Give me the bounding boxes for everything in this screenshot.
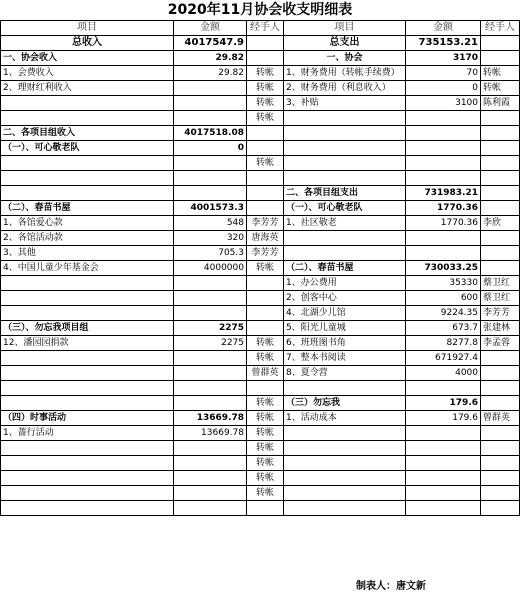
table-row [1, 171, 520, 186]
income-item-handler: 转帐 [247, 111, 284, 126]
expense-group3-label: （三）勿忘我 [284, 396, 406, 411]
prepared-by: 制表人：唐文新 [356, 581, 426, 592]
table-row [1, 51, 520, 66]
expense-item-label: 7、整本书阅读 [284, 351, 406, 366]
expense-item-label: 3、补贴 [284, 96, 406, 111]
table-row [1, 246, 520, 261]
expense-item-handler: 转帐 [481, 81, 520, 96]
income-item-handler: 转帐 [247, 351, 284, 366]
expense-item-label: 6、班班图书角 [284, 336, 406, 351]
table-row [1, 66, 520, 81]
sheet-title: 2020年11月协会收支明细表 [167, 2, 353, 18]
expense-group1-label: （一）、可心敬老队 [284, 201, 406, 216]
expense-assoc-label: 一、协会 [284, 51, 406, 66]
header-amount-2: 金额 [406, 21, 481, 36]
table-row [1, 111, 520, 126]
header-handler-2: 经手人 [481, 21, 520, 36]
total-expense-value: 735153.21 [406, 36, 481, 51]
expense-item-handler: 陈利霞 [481, 96, 520, 111]
table-row [1, 96, 520, 111]
income-group3-label: （三）、勿忘我项目组 [1, 321, 174, 336]
expense-item-label: 4、北湖少儿馆 [284, 306, 406, 321]
table-row [1, 426, 520, 441]
expense-item-value: 8277.8 [406, 336, 481, 351]
expense-item-value: 600 [406, 291, 481, 306]
income-item-label: 1、蔷行活动 [1, 426, 174, 441]
table-row [1, 321, 520, 336]
income-item-value: 320 [174, 231, 247, 246]
expense-item-value: 671927.4 [406, 351, 481, 366]
expense-item-label: 2、创客中心 [284, 291, 406, 306]
expense-item-handler: 转帐 [481, 66, 520, 81]
header-item: 项目 [1, 21, 174, 36]
income-group4-label: （四）时事活动 [1, 411, 174, 426]
expense-groups-label: 二、各项目组支出 [284, 186, 406, 201]
expense-group2-value: 730033.25 [406, 261, 481, 276]
header-handler: 经手人 [247, 21, 284, 36]
header-row [1, 21, 520, 36]
income-item-handler: 转帐 [247, 441, 284, 456]
income-groups-label: 二、各项目组收入 [1, 126, 174, 141]
total-income-label: 总收入 [1, 36, 174, 51]
table-row [1, 141, 520, 156]
expense-group3-value: 179.6 [406, 396, 481, 411]
income-groups-value: 4017518.08 [174, 126, 247, 141]
expense-item-handler: 蔡卫红 [481, 276, 520, 291]
expense-item-value: 0 [406, 81, 481, 96]
table-row [1, 456, 520, 471]
income-item-handler: 转帐 [247, 96, 284, 111]
table-row [1, 471, 520, 486]
expense-item-handler: 李欣 [481, 216, 520, 231]
income-item-handler: 转帐 [247, 66, 284, 81]
table-row [1, 276, 520, 291]
table-row [1, 381, 520, 396]
income-item-label: 2、理财红利收入 [1, 81, 174, 96]
expense-item-label: 5、阳光儿童城 [284, 321, 406, 336]
income-item-label: 1、会费收入 [1, 66, 174, 81]
expense-item-handler: 李芳芳 [481, 306, 520, 321]
header-item-2: 项目 [284, 21, 406, 36]
income-group4-value: 13669.78 [174, 411, 247, 426]
table-row [1, 231, 520, 246]
table-row [1, 186, 520, 201]
income-item-handler: 转帐 [247, 426, 284, 441]
income-group1-label: （一）、可心敬老队 [1, 141, 174, 156]
table-row [1, 201, 520, 216]
expense-item-label: 1、社区敬老 [284, 216, 406, 231]
expense-item-handler: 张建林 [481, 321, 520, 336]
table-row [1, 156, 520, 171]
income-item-value: 13669.78 [174, 426, 247, 441]
header-amount: 金额 [174, 21, 247, 36]
income-group2-value: 4001573.3 [174, 201, 247, 216]
expense-item-label: 1、办公费用 [284, 276, 406, 291]
income-item-handler: 转帐 [247, 81, 284, 96]
table-row [1, 126, 520, 141]
income-item-handler: 转帐 [247, 411, 284, 426]
income-item-value: 705.3 [174, 246, 247, 261]
table-row [1, 81, 520, 96]
table-row [1, 396, 520, 411]
expense-item-handler [481, 366, 520, 381]
income-item-handler: 李芳芳 [247, 216, 284, 231]
expense-item-label: 2、财务费用（利息收入） [284, 81, 406, 96]
table-row [1, 411, 520, 426]
expense-item-label: 1、活动成本 [284, 411, 406, 426]
income-group3-value: 2275 [174, 321, 247, 336]
expense-item-handler: 蔡卫红 [481, 291, 520, 306]
income-group2-label: （二）、春苗书屋 [1, 201, 174, 216]
total-income-value: 4017547.9 [174, 36, 247, 51]
expense-item-value: 1770.36 [406, 216, 481, 231]
income-item-handler: 转帐 [247, 156, 284, 171]
income-item-label: 3、其他 [1, 246, 174, 261]
income-item-value: 4000000 [174, 261, 247, 276]
income-item-label: 4、中国儿童少年基金会 [1, 261, 174, 276]
table-row [1, 351, 520, 366]
expense-item-label: 8、夏令营 [284, 366, 406, 381]
income-item-handler: 转帐 [247, 336, 284, 351]
total-row [1, 36, 520, 51]
finance-table [0, 20, 520, 516]
income-item-handler: 李芳芳 [247, 246, 284, 261]
table-row [1, 486, 520, 501]
income-item-handler: 转帐 [247, 486, 284, 501]
income-assoc-label: 一、协会收入 [1, 51, 174, 66]
income-item-label: 12、潘园园捐款 [1, 336, 174, 351]
table-row [1, 306, 520, 321]
expense-item-label: 1、财务费用（转帐手续费） [284, 66, 406, 81]
income-item-handler: 转帐 [247, 396, 284, 411]
table-row [1, 336, 520, 351]
expense-item-value: 3100 [406, 96, 481, 111]
income-item-handler: 唐海英 [247, 231, 284, 246]
table-row [1, 216, 520, 231]
income-item-label: 1、各馆爱心款 [1, 216, 174, 231]
income-item-value: 29.82 [174, 66, 247, 81]
income-item-handler: 曾群英 [247, 366, 284, 381]
expense-item-handler: 李孟蓉 [481, 336, 520, 351]
income-item-handler: 转帐 [247, 261, 284, 276]
expense-item-value: 70 [406, 66, 481, 81]
expense-item-value: 179.6 [406, 411, 481, 426]
expense-item-value: 9224.35 [406, 306, 481, 321]
expense-groups-value: 731983.21 [406, 186, 481, 201]
expense-item-value: 35330 [406, 276, 481, 291]
total-expense-label: 总支出 [284, 36, 406, 51]
income-item-value: 2275 [174, 336, 247, 351]
income-item-value: 548 [174, 216, 247, 231]
expense-item-value: 4000 [406, 366, 481, 381]
table-row [1, 366, 520, 381]
table-row [1, 501, 520, 516]
income-item-value [174, 81, 247, 96]
expense-assoc-value: 3170 [406, 51, 481, 66]
income-item-label: 2、各馆活动款 [1, 231, 174, 246]
table-row [1, 441, 520, 456]
expense-group2-label: （二）、春苗书屋 [284, 261, 406, 276]
expense-item-handler [481, 351, 520, 366]
expense-group1-value: 1770.36 [406, 201, 481, 216]
income-item-handler: 转帐 [247, 471, 284, 486]
expense-item-value: 673.7 [406, 321, 481, 336]
income-item-handler: 转帐 [247, 456, 284, 471]
income-assoc-value: 29.82 [174, 51, 247, 66]
table-row [1, 261, 520, 276]
income-group1-value: 0 [174, 141, 247, 156]
expense-item-handler: 曾群英 [481, 411, 520, 426]
table-row [1, 291, 520, 306]
